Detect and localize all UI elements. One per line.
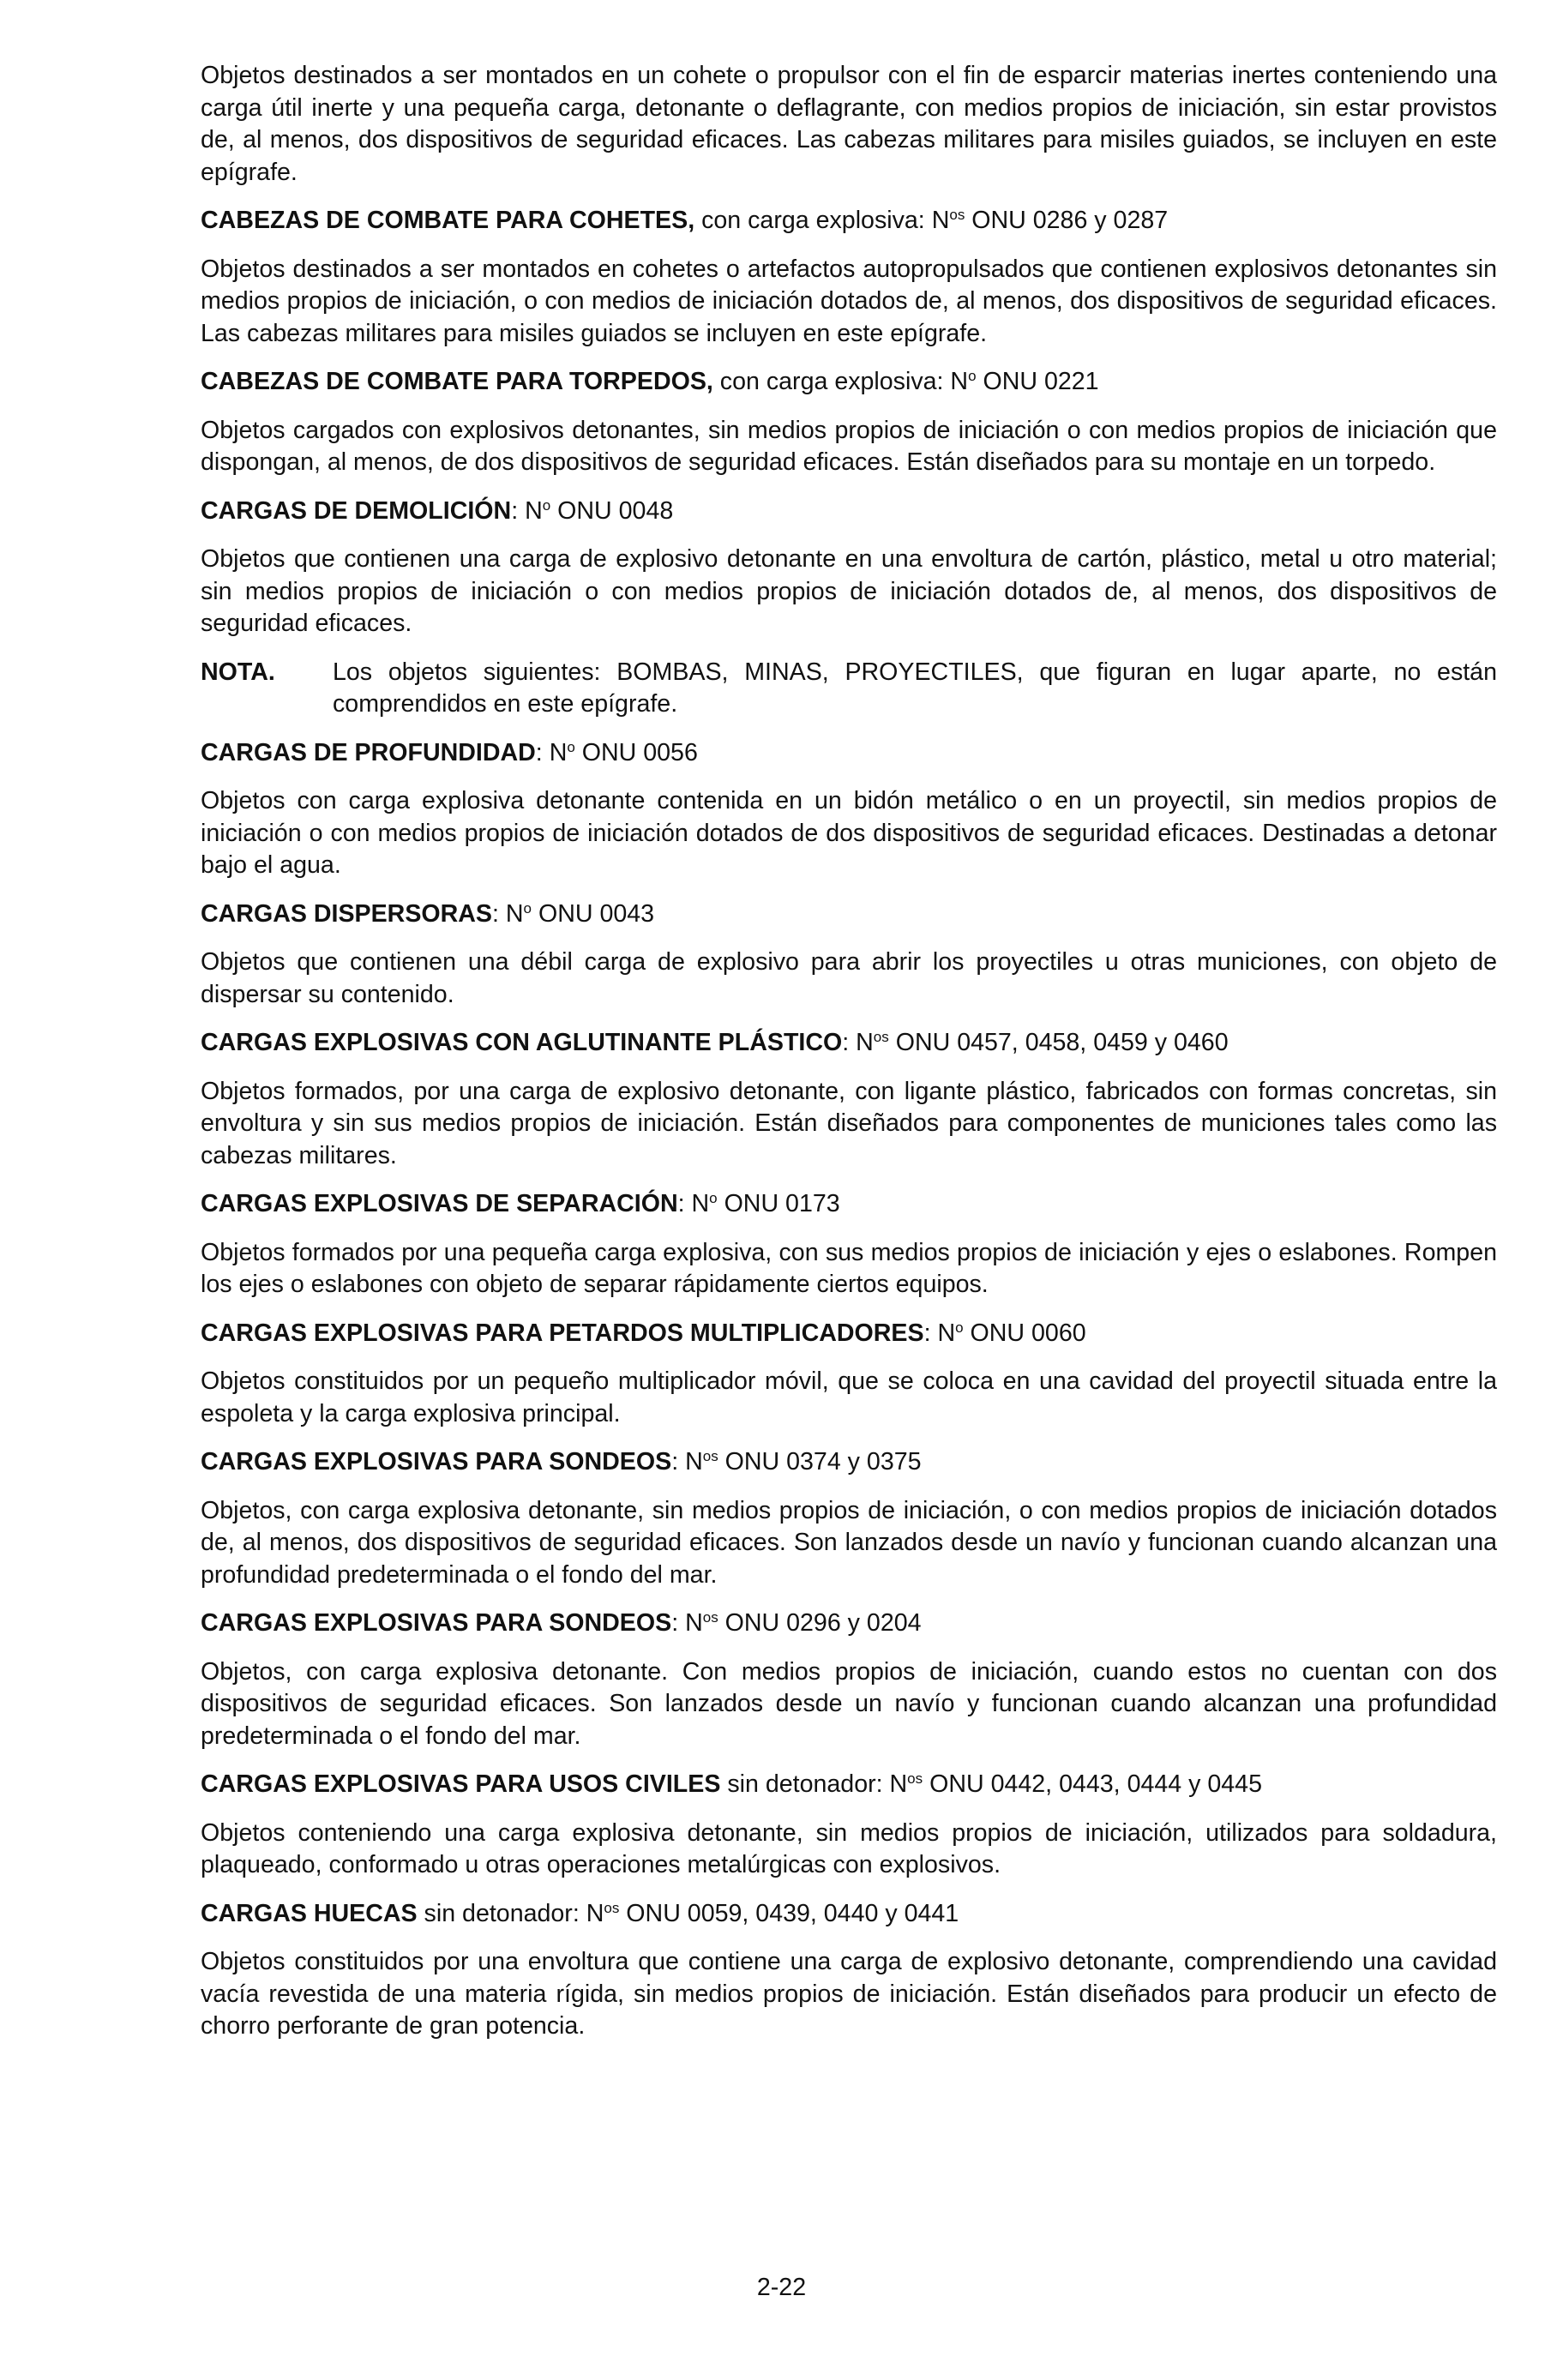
- entry-heading: [201, 737, 1497, 770]
- entry: [201, 496, 1497, 721]
- entry-un-code: ONU 0442, 0443, 0444 y 0445: [923, 1770, 1262, 1798]
- entry-number-superscript: o: [567, 738, 575, 755]
- entry-body: Objetos formados por una pequeña carga explosiva, con sus medios propios de iniciación y ejes o eslabones. Rompen los ejes o eslabones con objeto de separar rápidamente ciertos equipos.: [201, 1238, 1497, 1298]
- entry-number-prefix: N: [525, 496, 543, 525]
- page-number: 2-22: [756, 2274, 807, 2301]
- entry-qualifier: con carga explosiva:: [694, 207, 932, 234]
- entry-number-prefix: N: [931, 207, 950, 234]
- entry-title: CARGAS EXPLOSIVAS PARA SONDEOS: [201, 1609, 672, 1637]
- entry-number-superscript: o: [523, 899, 532, 917]
- entry-number-prefix: N: [549, 738, 568, 766]
- entry-un-code: ONU 0296 y 0204: [718, 1609, 922, 1637]
- entry-number-prefix: N: [950, 368, 969, 395]
- entry-title: CARGAS EXPLOSIVAS PARA SONDEOS: [201, 1448, 672, 1475]
- entry-un-code: ONU 0060: [963, 1319, 1086, 1347]
- entry-body: Objetos constituidos por un pequeño multiplicador móvil, que se coloca en una cavidad del proyectil situada entre la espoleta y la carga explosiva principal.: [201, 1367, 1497, 1427]
- entry-qualifier: :: [511, 496, 526, 525]
- entry-body: Objetos que contienen una débil carga de explosivo para abrir los proyectiles u otras municiones, con objeto de dispersar su contenido.: [201, 948, 1497, 1008]
- entry-body: Objetos cargados con explosivos detonantes, sin medios propios de iniciación o con medios propios de iniciación que dispongan, al menos, de dos dispositivos de seguridad eficaces. Están diseñados para su montaje en un torpedo.: [201, 416, 1497, 476]
- entry-number-prefix: N: [937, 1319, 956, 1347]
- entry-body: Objetos con carga explosiva detonante contenida en un bidón metálico o en un proyectil, sin medios propios de iniciación o con medios propios de iniciación dotados de dos dispositivos de seguridad eficaces. Destinadas a detonar bajo el agua.: [201, 787, 1497, 879]
- entry-number-superscript: o: [542, 496, 551, 514]
- entry-number-prefix: N: [856, 1029, 874, 1056]
- entry-heading: [201, 496, 1497, 528]
- entry-note: [201, 657, 1497, 721]
- entry-qualifier: :: [677, 1190, 692, 1217]
- entry: [201, 1898, 1497, 2043]
- entry: [201, 899, 1497, 1012]
- entry-number-prefix: N: [505, 899, 524, 928]
- entry-qualifier: :: [671, 1448, 686, 1475]
- entry-qualifier: :: [492, 899, 506, 928]
- note-text: Los objetos siguientes: BOMBAS, MINAS, PROYECTILES, que figuran en lugar aparte, no están comprendidos en este epígrafe.: [333, 658, 1497, 718]
- entry-body: Objetos que contienen una carga de explosivo detonante en una envoltura de cartón, plástico, metal u otro material; sin medios propios de iniciación o con medios propios de iniciación dotados de, al menos, dos dispositivos de seguridad eficaces.: [201, 545, 1497, 637]
- entry-un-code: ONU 0059, 0439, 0440 y 0441: [619, 1899, 959, 1927]
- document-page: [201, 60, 1497, 2059]
- entry: [201, 1188, 1497, 1301]
- entry-number-superscript: os: [604, 1899, 620, 1916]
- entry-title: CARGAS EXPLOSIVAS PARA PETARDOS MULTIPLICADORES: [201, 1319, 924, 1347]
- entry-qualifier: con carga explosiva:: [712, 368, 951, 395]
- entry-heading: [201, 899, 1497, 931]
- entry-qualifier: :: [535, 738, 550, 766]
- entry-qualifier: :: [842, 1029, 857, 1056]
- entry-heading: [201, 205, 1497, 237]
- entry-title: CARGAS DE DEMOLICIÓN: [201, 496, 512, 525]
- entry-title: CARGAS DE PROFUNDIDAD: [201, 738, 536, 766]
- entry-title: CARGAS EXPLOSIVAS PARA USOS CIVILES: [201, 1770, 721, 1798]
- entry-number-superscript: os: [702, 1609, 718, 1626]
- entry-number-prefix: N: [685, 1448, 703, 1475]
- entry: [201, 1446, 1497, 1591]
- entry-heading: [201, 1318, 1497, 1350]
- entry-number-prefix: N: [889, 1770, 908, 1798]
- entry-number-superscript: o: [955, 1319, 964, 1336]
- entry: [201, 205, 1497, 350]
- entry-heading: [201, 366, 1497, 399]
- entry-body: Objetos formados, por una carga de explosivo detonante, con ligante plástico, fabricados con formas concretas, sin envoltura y sin sus medios propios de iniciación. Están diseñados para componentes de municiones tales como las cabezas militares.: [201, 1077, 1497, 1169]
- entry: [201, 1027, 1497, 1172]
- entry: [201, 1318, 1497, 1431]
- entry-number-superscript: os: [949, 207, 965, 223]
- entry-body: Objetos, con carga explosiva detonante. Con medios propios de iniciación, cuando estos no cuentan con dos dispositivos de seguridad eficaces. Son lanzados desde un navío y funcionan cuando alcanzan una profundidad predeterminada o el fondo del mar.: [201, 1657, 1497, 1750]
- entry-number-superscript: os: [907, 1770, 923, 1787]
- note-label: NOTA.: [201, 658, 275, 686]
- entry-title: CABEZAS DE COMBATE PARA COHETES,: [201, 207, 695, 234]
- entry-qualifier: sin detonador:: [417, 1899, 586, 1927]
- entry-number-prefix: N: [685, 1609, 703, 1637]
- intro-paragraph: Objetos destinados a ser montados en un cohete o propulsor con el fin de esparcir materias inertes conteniendo una carga útil inerte y una pequeña carga, detonante o deflagrante, con medios propios de iniciación, sin estar provistos de, al menos, dos dispositivos de seguridad eficaces. Las cabezas militares para misiles guiados, se incluyen en este epígrafe.: [201, 62, 1497, 186]
- entry-number-prefix: N: [586, 1899, 604, 1927]
- entry-qualifier: :: [671, 1609, 686, 1637]
- entry-un-code: ONU 0286 y 0287: [965, 207, 1169, 234]
- entry-body: Objetos constituidos por una envoltura que contiene una carga de explosivo detonante, comprendiendo una cavidad vacía revestida de una materia rígida, sin medios propios de iniciación. Están diseñados para producir un efecto de chorro perforante de gran potencia.: [201, 1948, 1497, 2040]
- entry: [201, 366, 1497, 479]
- entry-qualifier: sin detonador:: [720, 1770, 890, 1798]
- entry-heading: [201, 1898, 1497, 1931]
- entry-title: CARGAS EXPLOSIVAS DE SEPARACIÓN: [201, 1190, 678, 1217]
- entry: [201, 1769, 1497, 1882]
- entry-number-prefix: N: [691, 1190, 710, 1217]
- entry-number-superscript: o: [968, 368, 977, 384]
- entry-un-code: ONU 0221: [976, 368, 1099, 395]
- entry-number-superscript: os: [702, 1448, 718, 1464]
- entry-body: Objetos conteniendo una carga explosiva detonante, sin medios propios de iniciación, utilizados para soldadura, plaqueado, conformado u otras operaciones metalúrgicas con explosivos.: [201, 1818, 1497, 1878]
- entry-heading: [201, 1446, 1497, 1479]
- entry-un-code: ONU 0173: [717, 1190, 840, 1217]
- entry-un-code: ONU 0043: [532, 899, 655, 928]
- entry-body: Objetos, con carga explosiva detonante, sin medios propios de iniciación, o con medios propios de iniciación dotados de, al menos, dos dispositivos de seguridad eficaces. Son lanzados desde un navío y funcionan cuando alcanzan una profundidad predeterminada o el fondo del mar.: [201, 1496, 1497, 1589]
- entry: [201, 1608, 1497, 1752]
- entry-un-code: ONU 0374 y 0375: [718, 1448, 922, 1475]
- entry-un-code: ONU 0457, 0458, 0459 y 0460: [888, 1029, 1229, 1056]
- entry-qualifier: :: [923, 1319, 938, 1347]
- entry-title: CARGAS EXPLOSIVAS CON AGLUTINANTE PLÁSTICO: [201, 1029, 843, 1056]
- entry-heading: [201, 1188, 1497, 1221]
- entry-title: CARGAS DISPERSORAS: [201, 899, 492, 928]
- entry-list: [201, 205, 1497, 2043]
- entry-heading: [201, 1608, 1497, 1640]
- entry-un-code: ONU 0048: [550, 496, 674, 525]
- entry-title: CARGAS HUECAS: [201, 1899, 418, 1927]
- entry-number-superscript: os: [873, 1029, 889, 1045]
- entry-heading: [201, 1027, 1497, 1060]
- entry-body: Objetos destinados a ser montados en cohetes o artefactos autopropulsados que contienen explosivos detonantes sin medios propios de iniciación, o con medios de iniciación dotados de, al menos, dos dispositivos de seguridad eficaces. Las cabezas militares para misiles guiados se incluyen en este epígrafe.: [201, 255, 1497, 347]
- entry-un-code: ONU 0056: [574, 738, 698, 766]
- entry-heading: [201, 1769, 1497, 1801]
- entry-number-superscript: o: [709, 1190, 718, 1206]
- entry: [201, 737, 1497, 882]
- entry-title: CABEZAS DE COMBATE PARA TORPEDOS,: [201, 368, 713, 395]
